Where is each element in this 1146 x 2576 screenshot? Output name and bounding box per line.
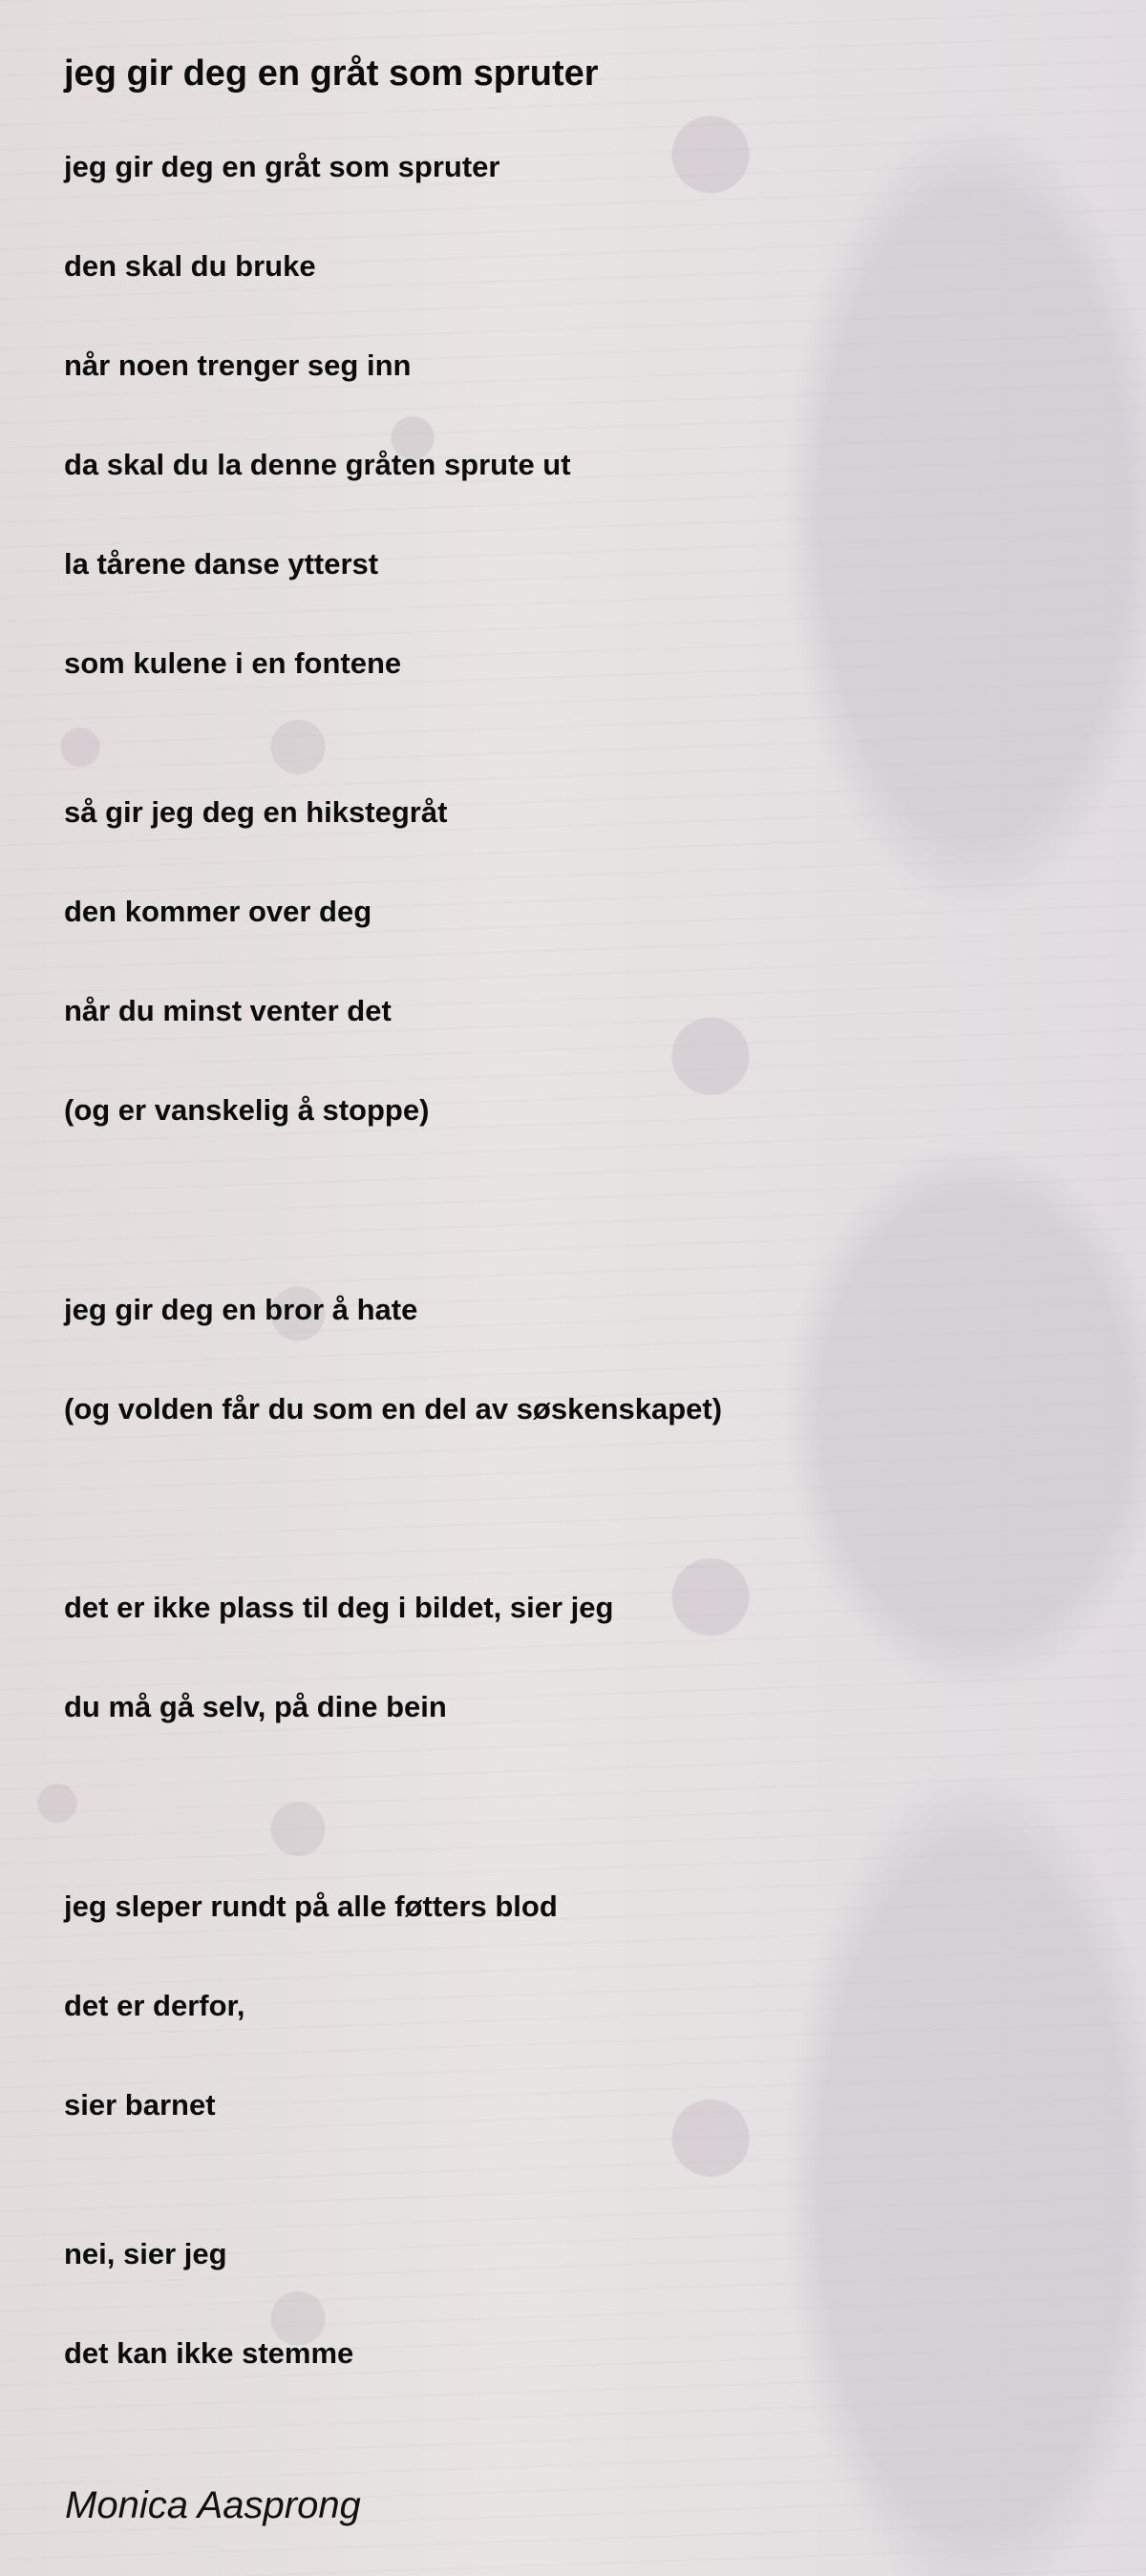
- poem-line: nei, sier jeg: [64, 2237, 227, 2270]
- poem-title: jeg gir deg en gråt som spruter: [64, 53, 599, 94]
- poem-line: da skal du la denne gråten sprute ut: [64, 448, 571, 481]
- poem-line: la tårene danse ytterst: [64, 547, 379, 581]
- poem-line: når noen trenger seg inn: [64, 348, 412, 382]
- poem-author: Monica Aasprong: [65, 2484, 361, 2526]
- poem-line: så gir jeg deg en hikstegråt: [64, 795, 448, 829]
- poem-line: (og er vanskelig å stoppe): [64, 1093, 430, 1127]
- poem-line: den kommer over deg: [64, 895, 372, 928]
- poem-line: jeg sleper rundt på alle føtters blod: [64, 1890, 558, 1923]
- poem-line: den skal du bruke: [64, 249, 316, 283]
- poem-line: som kulene i en fontene: [64, 646, 402, 680]
- poem-line: det er derfor,: [64, 1989, 245, 2022]
- poem-line: du må gå selv, på dine bein: [64, 1690, 447, 1723]
- poem-line: jeg gir deg en bror å hate: [64, 1293, 418, 1326]
- poem-line: jeg gir deg en gråt som spruter: [64, 150, 500, 183]
- poem-line: når du minst venter det: [64, 994, 392, 1027]
- poem-line: det kan ikke stemme: [64, 2336, 354, 2370]
- poem-line: (og volden får du som en del av søskenskapet): [64, 1392, 723, 1425]
- poem-line: sier barnet: [64, 2088, 216, 2122]
- poem-line: det er ikke plass til deg i bildet, sier jeg: [64, 1591, 614, 1624]
